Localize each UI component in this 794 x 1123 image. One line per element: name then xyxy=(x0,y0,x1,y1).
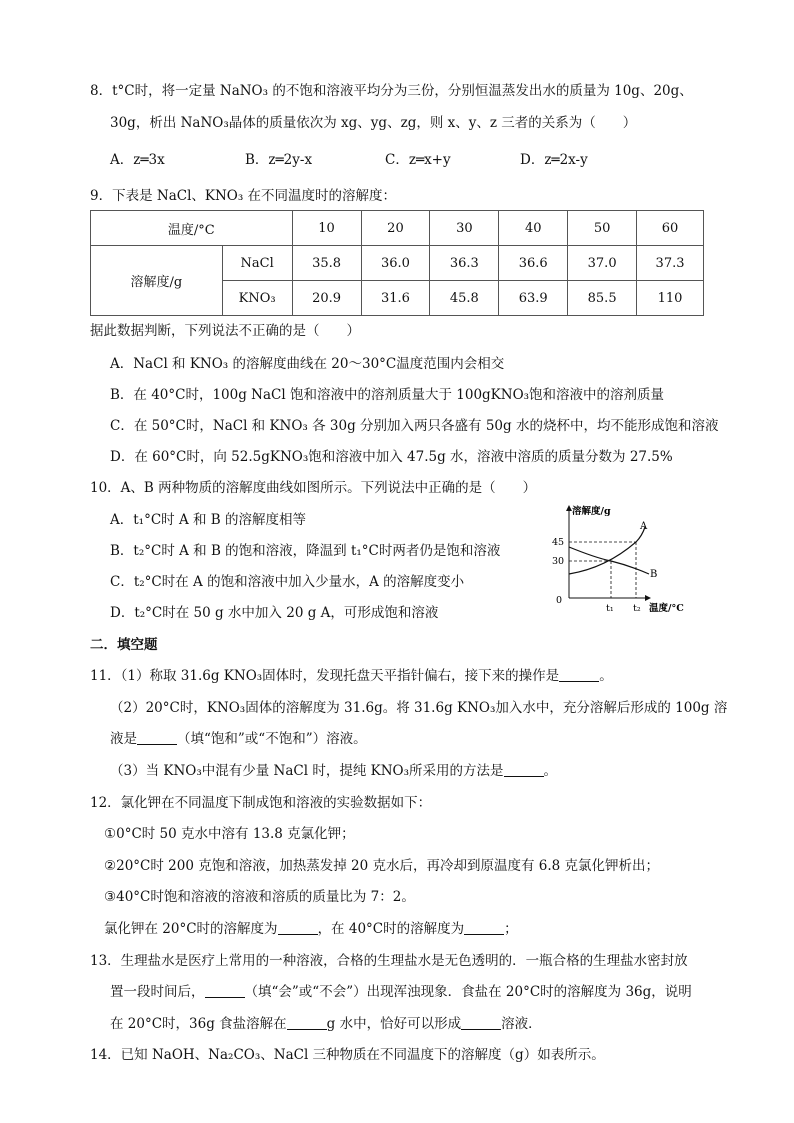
curve-b-label: B xyxy=(650,569,658,580)
curve-a-label: A xyxy=(640,521,648,532)
q9-question: 据此数据判断，下列说法不正确的是（ ） xyxy=(90,323,360,339)
q11-part3-text: （3）当 KNO₃中混有少量 NaCl 时，提纯 KNO₃所采用的方法是 xyxy=(110,763,504,779)
temp-cell: 50 xyxy=(568,211,637,246)
q11-part2-end: （填“饱和”或“不饱和”）溶液。 xyxy=(177,731,367,747)
answer-blank[interactable] xyxy=(205,984,245,998)
solubility-curve-chart xyxy=(546,500,696,616)
value-cell: 110 xyxy=(637,281,704,316)
value-cell: 37.0 xyxy=(568,246,637,281)
table-header-row xyxy=(91,211,704,246)
q11-part2-text: 液是 xyxy=(110,731,137,747)
y-tick-label: 30 xyxy=(552,556,565,567)
value-cell: 36.0 xyxy=(361,246,430,281)
curve-a xyxy=(569,527,645,574)
q13-line3-c: 溶液． xyxy=(501,1016,542,1032)
q10-option-d: D．t₂°C时在 50 g 水中加入 20 g A，可形成饱和溶液 xyxy=(110,605,439,621)
q13-line3 xyxy=(110,1015,542,1033)
value-cell: 63.9 xyxy=(499,281,568,316)
q12-item-3: ③40°C时饱和溶液的溶液和溶质的质量比为 7：2。 xyxy=(104,889,415,905)
q13-line3-b: g 水中，恰好可以形成 xyxy=(326,1016,462,1032)
q10-stem: 10．A、B 两种物质的溶解度曲线如图所示。下列说法中正确的是（ ） xyxy=(90,480,537,496)
q10-option-a: A．t₁°C时 A 和 B 的溶解度相等 xyxy=(110,512,307,528)
value-cell: 85.5 xyxy=(568,281,637,316)
answer-blank[interactable] xyxy=(461,1016,501,1030)
q11-part3-end: 。 xyxy=(543,763,558,779)
q11-part2-line2 xyxy=(110,730,367,748)
y-tick-label: 0 xyxy=(556,595,563,606)
q11-part1-end: 。 xyxy=(599,668,613,684)
q13-line2 xyxy=(110,983,692,1001)
q11-part2-line1: （2）20°C时，KNO₃固体的溶解度为 31.6g。将 31.6g KNO₃加入水中，充分溶解后形成的 100g 溶 xyxy=(110,700,728,716)
value-cell: 37.3 xyxy=(637,246,704,281)
q13-line2-a: 置一段时间后， xyxy=(110,984,205,1000)
y-tick-label: 45 xyxy=(552,537,565,548)
q12-item-1: ①0°C时 50 克水中溶有 13.8 克氯化钾； xyxy=(104,826,355,842)
q13-line2-b: （填“会”或“不会”）出现浑浊现象．食盐在 20°C时的溶解度为 36g，说明 xyxy=(244,984,692,1000)
value-cell: 36.6 xyxy=(499,246,568,281)
x-tick-label: t₁ xyxy=(606,603,614,614)
temp-cell: 60 xyxy=(637,211,704,246)
answer-blank[interactable] xyxy=(504,763,544,777)
q11-part1-text: 11．（1）称取 31.6g KNO₃固体时，发现托盘天平指针偏右，接下来的操作是 xyxy=(90,668,560,684)
q12-ask-b: ，在 40°C时的溶解度为 xyxy=(317,921,465,937)
q8-option-a: A．z═3x xyxy=(110,152,165,168)
answer-blank[interactable] xyxy=(278,921,318,935)
q12-ask-end: ； xyxy=(504,921,518,937)
q9-stem: 9．下表是 NaCl、KNO₃ 在不同温度时的溶解度： xyxy=(90,188,397,204)
q10-option-b: B．t₂°C时 A 和 B 的饱和溶液，降温到 t₁°C时两者仍是饱和溶液 xyxy=(110,543,501,559)
section-heading: 二．填空题 xyxy=(90,637,158,653)
q8-line2: 30g，析出 NaNO₃晶体的质量依次为 xg、yg、zg，则 x、y、z 三者的关系为（ ） xyxy=(110,115,637,131)
answer-blank[interactable] xyxy=(287,1016,327,1030)
q12-item-2: ②20°C时 200 克饱和溶液，加热蒸发掉 20 克水后，再冷却到原温度有 6.8 克氯化钾析出； xyxy=(104,858,660,874)
answer-blank[interactable] xyxy=(559,668,599,682)
q12-ask-a: 氯化钾在 20°C时的溶解度为 xyxy=(104,921,278,937)
answer-blank[interactable] xyxy=(464,921,504,935)
solubility-label-cell: 溶解度/g xyxy=(91,246,223,316)
temp-cell: 30 xyxy=(430,211,499,246)
q10-option-c: C．t₂°C时在 A 的饱和溶液中加入少量水，A 的溶解度变小 xyxy=(110,574,465,590)
x-tick-label: t₂ xyxy=(633,603,641,614)
q13-line3-a: 在 20°C时，36g 食盐溶解在 xyxy=(110,1016,287,1032)
q12-ask xyxy=(104,920,518,938)
temp-header-cell: 温度/°C xyxy=(91,211,293,246)
temp-cell: 40 xyxy=(499,211,568,246)
q9-option-c: C．在 50°C时，NaCl 和 KNO₃ 各 30g 分别加入两只各盛有 50g 水的烧杯中，均不能形成饱和溶液 xyxy=(110,418,719,434)
curve-b xyxy=(569,547,649,574)
q9-option-a: A．NaCl 和 KNO₃ 的溶解度曲线在 20～30°C温度范围内会相交 xyxy=(110,356,505,372)
q9-option-d: D．在 60°C时，向 52.5gKNO₃饱和溶液中加入 47.5g 水，溶液中溶质的质量分数为 27.5% xyxy=(110,449,673,465)
q11-part3 xyxy=(110,762,557,780)
value-cell: 36.3 xyxy=(430,246,499,281)
value-cell: 31.6 xyxy=(361,281,430,316)
q8-line1: 8．t°C时，将一定量 NaNO₃ 的不饱和溶液平均分为三份，分别恒温蒸发出水的质量为 10g、20g、 xyxy=(90,83,693,99)
q14-stem: 14．已知 NaOH、Na₂CO₃、NaCl 三种物质在不同温度下的溶解度（g）如表所示。 xyxy=(90,1047,605,1063)
substance-cell: KNO₃ xyxy=(222,281,292,316)
x-axis-label: 温度/°C xyxy=(649,603,684,614)
temp-cell: 10 xyxy=(292,211,361,246)
value-cell: 20.9 xyxy=(292,281,361,316)
solubility-table xyxy=(90,210,704,316)
temp-cell: 20 xyxy=(361,211,430,246)
answer-blank[interactable] xyxy=(137,731,177,745)
q8-option-c: C．z═x+y xyxy=(385,152,451,168)
q8-option-d: D．z═2x-y xyxy=(520,152,588,168)
q9-option-b: B．在 40°C时，100g NaCl 饱和溶液中的溶剂质量大于 100gKNO₃饱和溶液中的溶剂质量 xyxy=(110,387,665,403)
value-cell: 45.8 xyxy=(430,281,499,316)
q13-line1: 13．生理盐水是医疗上常用的一种溶液，合格的生理盐水是无色透明的．一瓶合格的生理盐水密封放 xyxy=(90,953,688,969)
value-cell: 35.8 xyxy=(292,246,361,281)
table-row xyxy=(91,246,704,281)
substance-cell: NaCl xyxy=(222,246,292,281)
q8-option-b: B．z═2y-x xyxy=(245,152,313,168)
y-axis-label: 溶解度/g xyxy=(572,506,611,517)
q11-part1 xyxy=(90,667,613,685)
q12-stem: 12．氯化钾在不同温度下制成饱和溶液的实验数据如下： xyxy=(90,795,432,811)
